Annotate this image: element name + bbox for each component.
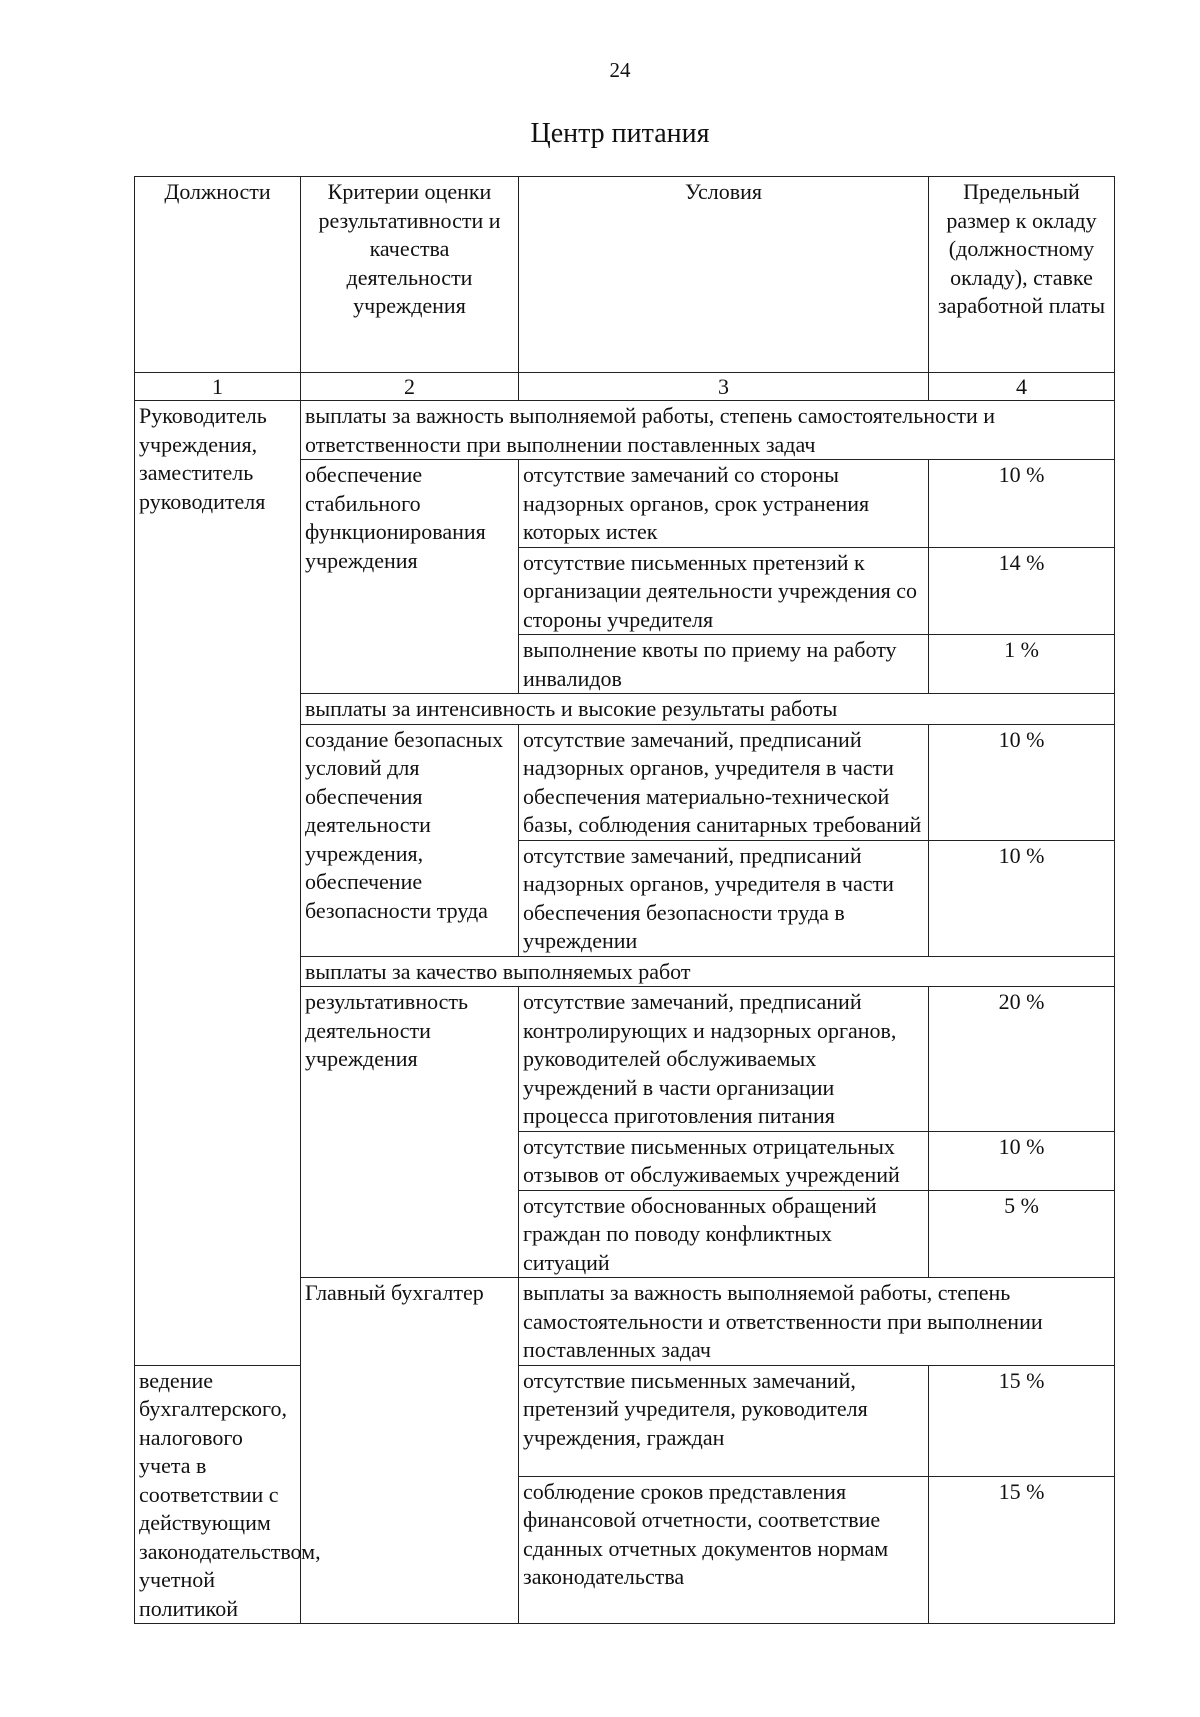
- limit-value: 15 %: [929, 1476, 1115, 1623]
- condition: отсутствие замечаний, предписаний надзорных органов, учредителя в части обеспечения безопасности труда в учреждении: [519, 840, 929, 956]
- condition: выполнение квоты по приему на работу инвалидов: [519, 635, 929, 694]
- group-importance-accountant: выплаты за важность выполняемой работы, степень самостоятельности и ответственности при выполнении поставленных задач: [519, 1278, 1115, 1366]
- condition: отсутствие письменных претензий к организации деятельности учреждения со стороны учредителя: [519, 547, 929, 635]
- table-row: [135, 401, 1115, 460]
- criterion-safe-conditions: создание безопасных условий для обеспечения деятельности учреждения, обеспечение безопасности труда: [301, 724, 519, 956]
- column-number-row: [135, 373, 1115, 401]
- limit-value: 15 %: [929, 1365, 1115, 1476]
- group-importance: выплаты за важность выполняемой работы, степень самостоятельности и ответственности при выполнении поставленных задач: [301, 401, 1115, 460]
- table-row: [135, 1365, 1115, 1476]
- limit-value: 14 %: [929, 547, 1115, 635]
- column-number: 3: [519, 373, 929, 401]
- criteria-table: [134, 176, 1115, 1624]
- group-intensity: выплаты за интенсивность и высокие результаты работы: [301, 694, 1115, 725]
- criterion-stable-functioning: обеспечение стабильного функционирования учреждения: [301, 460, 519, 694]
- limit-value: 10 %: [929, 1131, 1115, 1190]
- limit-value: 10 %: [929, 840, 1115, 956]
- criterion-effectiveness: результативность деятельности учреждения: [301, 987, 519, 1278]
- page-number: 24: [609, 58, 631, 82]
- limit-value: 5 %: [929, 1190, 1115, 1278]
- condition: отсутствие замечаний, предписаний надзорных органов, учредителя в части обеспечения материально-технической базы, соблюдения санитарных требований: [519, 724, 929, 840]
- position-head: Руководитель учреждения, заместитель руководителя: [135, 401, 301, 1366]
- header-positions: Должности: [135, 177, 301, 373]
- condition: отсутствие письменных замечаний, претензий учредителя, руководителя учреждения, граждан: [519, 1365, 929, 1476]
- condition: отсутствие письменных отрицательных отзывов от обслуживаемых учреждений: [519, 1131, 929, 1190]
- position-chief-accountant: Главный бухгалтер: [301, 1278, 519, 1624]
- table-header-row: [135, 177, 1115, 373]
- column-number: 2: [301, 373, 519, 401]
- condition: отсутствие обоснованных обращений граждан по поводу конфликтных ситуаций: [519, 1190, 929, 1278]
- column-number: 4: [929, 373, 1115, 401]
- limit-value: 20 %: [929, 987, 1115, 1132]
- page-title: Центр питания: [530, 118, 710, 149]
- header-conditions: Условия: [519, 177, 929, 373]
- condition: отсутствие замечаний, предписаний контролирующих и надзорных органов, руководителей обслуживаемых учреждений в части организации процесса приготовления питания: [519, 987, 929, 1132]
- group-quality: выплаты за качество выполняемых работ: [301, 956, 1115, 987]
- header-criteria: Критерии оценки результативности и качества деятельности учреждения: [301, 177, 519, 373]
- limit-value: 10 %: [929, 460, 1115, 548]
- condition: соблюдение сроков представления финансовой отчетности, соответствие сданных отчетных документов нормам законодательства: [519, 1476, 929, 1623]
- limit-value: 10 %: [929, 724, 1115, 840]
- criterion-accounting: ведение бухгалтерского, налогового учета в соответствии с действующим законодательством, учетной политикой: [135, 1365, 301, 1624]
- header-limit: Предельный размер к окладу (должностному окладу), ставке заработной платы: [929, 177, 1115, 373]
- column-number: 1: [135, 373, 301, 401]
- limit-value: 1 %: [929, 635, 1115, 694]
- condition: отсутствие замечаний со стороны надзорных органов, срок устранения которых истек: [519, 460, 929, 548]
